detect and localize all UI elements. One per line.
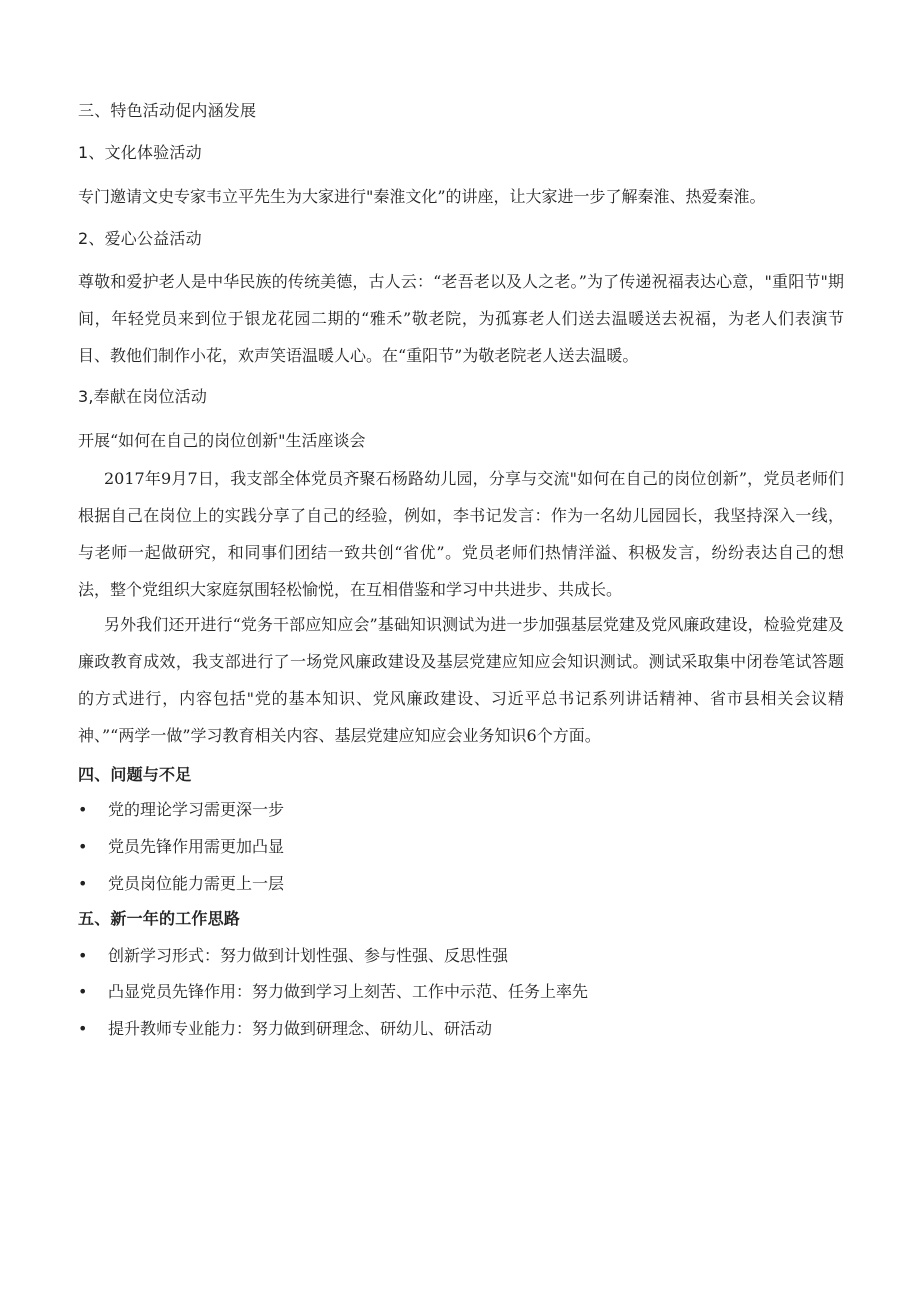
item-3-paragraph-2: 另外我们还开进行“党务干部应知应会”基础知识测试为进一步加强基层党建及党风廉政建设，检验党建及廉政教育成效，我支部进行了一场党风廉政建设及基层党建应知应会知识测试。测试采取集中闭卷笔试答题的方式进行，内容包括"党的基本知识、党风廉政建设、习近平总书记系列讲话精神、省市县相关会议精神、”“两学一做”学习教育相关内容、基层党建应知应会业务知识6个方面。 (78, 615, 844, 745)
item-1-title: 1、文化体验活动 (78, 143, 202, 162)
item-3-title: 3,奉献在岗位活动 (78, 387, 208, 406)
list-item: • 党员先锋作用需更加凸显 (78, 837, 285, 856)
section-4-heading: 四、问题与不足 (78, 765, 192, 784)
item-3-paragraph-1: 2017年9月7日，我支部全体党员齐聚石杨路幼儿园，分享与交流"如何在自己的岗位创新”，党员老师们根据自己在岗位上的实践分享了自己的经验，例如，李书记发言：作为一名幼儿园园长，我坚持深入一线，与老师一起做研究，和同事们团结一致共创“省优”。党员老师们热情洋溢、积极发言，纷纷表达自己的想法，整个党组织大家庭氛围轻松愉悦，在互相借鉴和学习中共进步、共成长。 (78, 469, 844, 599)
item-1-text: 专门邀请文史专家韦立平先生为大家进行"秦淮文化”的讲座，让大家进一步了解秦淮、热爱秦淮。 (78, 187, 766, 206)
bullet-icon: • (78, 800, 88, 819)
bullet-icon: • (78, 837, 88, 856)
bullet-icon: • (78, 874, 88, 893)
list-item: • 党员岗位能力需更上一层 (78, 874, 285, 893)
bullet-icon: • (78, 982, 88, 1001)
item-3-subtitle: 开展“如何在自己的岗位创新"生活座谈会 (78, 431, 366, 450)
item-2-title: 2、爱心公益活动 (78, 229, 202, 248)
section-5-heading: 五、新一年的工作思路 (78, 909, 241, 928)
item-2-text: 尊敬和爱护老人是中华民族的传统美德，古人云：“老吾老以及人之老。”为了传递祝福表达心意，"重阳节"期间，年轻党员来到位于银龙花园二期的“雅禾”敬老院，为孤寡老人们送去温暖送去祝福，为老人们表演节目、教他们制作小花，欢声笑语温暖人心。在“重阳节”为敬老院老人送去温暖。 (78, 272, 844, 365)
list-item: • 创新学习形式：努力做到计划性强、参与性强、反思性强 (78, 946, 509, 965)
bullet-icon: • (78, 946, 88, 965)
list-item: • 凸显党员先锋作用：努力做到学习上刻苦、工作中示范、任务上率先 (78, 982, 589, 1001)
list-item: • 党的理论学习需更深一步 (78, 800, 285, 819)
section-3-heading: 三、特色活动促内涵发展 (78, 101, 257, 120)
list-item: • 提升教师专业能力：努力做到研理念、研幼儿、研活动 (78, 1019, 493, 1038)
bullet-icon: • (78, 1019, 88, 1038)
